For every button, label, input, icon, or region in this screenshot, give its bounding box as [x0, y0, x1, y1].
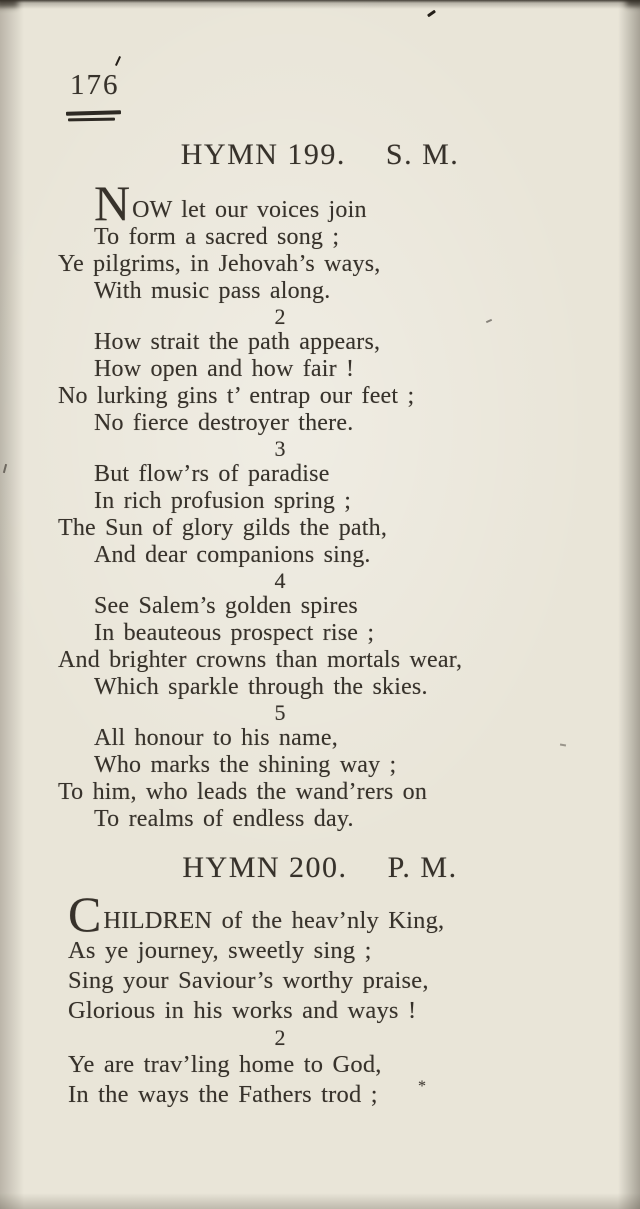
- hymn-line: In the ways the Fathers trod ;: [68, 1081, 378, 1108]
- ornamental-rule-thin: [68, 118, 115, 121]
- hymn-line: Ye are trav’ling home to God,: [68, 1051, 382, 1078]
- footnote-asterisk: *: [418, 1078, 426, 1095]
- hymn-line: But flow’rs of paradise: [94, 461, 330, 487]
- hymn-line: Sing your Saviour’s worthy praise,: [68, 967, 429, 994]
- scan-corner-shadow: [0, 0, 18, 7]
- initial-caps: HILDREN: [103, 907, 213, 934]
- hymn-line: Which sparkle through the skies.: [94, 674, 428, 700]
- hymn-200-stanza-1: [58, 886, 582, 1026]
- hymn-line: [58, 886, 582, 942]
- hymn-line: Glorious in his works and ways !: [68, 997, 417, 1024]
- hymn-line: To him, who leads the wand’rers on: [58, 779, 428, 805]
- hymn-199-stanza-1: [58, 175, 582, 305]
- line-text: let our voices join: [172, 197, 367, 223]
- hymn-line: See Salem’s golden spires: [94, 593, 358, 619]
- stanza-number: 4: [274, 568, 286, 593]
- scan-speck: [115, 56, 121, 66]
- hymn-line: All honour to his name,: [94, 725, 338, 751]
- hymn-line: Who marks the shining way ;: [94, 752, 397, 778]
- stanza-number: 2: [274, 304, 286, 329]
- hymn-line: To realms of endless day.: [94, 806, 354, 832]
- page-content: [58, 132, 582, 1110]
- hymn-line: To form a sacred song ;: [94, 224, 340, 250]
- drop-initial: C: [68, 886, 102, 942]
- stanza-number: 2: [274, 1025, 286, 1050]
- hymn-line: As ye journey, sweetly sing ;: [68, 937, 372, 964]
- scan-speck: [3, 464, 7, 473]
- line-text: of the heav’nly King,: [212, 907, 445, 934]
- hymn-line: Ye pilgrims, in Jehovah’s ways,: [58, 251, 381, 277]
- hymn-199-heading: [58, 138, 582, 172]
- hymn-200-stanza-2: [58, 1050, 582, 1110]
- hymn-line: And brighter crowns than mortals wear,: [58, 647, 463, 673]
- drop-initial: N: [94, 175, 131, 231]
- hymn-line: [58, 175, 582, 231]
- hymn-line: With music pass along.: [94, 278, 331, 304]
- hymn-199-meter: S. M.: [385, 138, 460, 171]
- initial-caps: OW: [132, 197, 173, 223]
- hymn-line: How open and how fair !: [94, 356, 355, 382]
- hymn-line: In beauteous prospect rise ;: [94, 620, 375, 646]
- hymn-line: No lurking gins t’ entrap our feet ;: [58, 383, 415, 409]
- scan-speck: [427, 10, 436, 18]
- hymn-199-stanza-2: [58, 329, 582, 437]
- page-number: 176: [70, 69, 120, 101]
- hymn-199-stanza-4: [58, 593, 582, 701]
- ornamental-rule-thick: [66, 110, 121, 115]
- stanza-number: 5: [274, 700, 286, 725]
- hymn-line: The Sun of glory gilds the path,: [58, 515, 388, 541]
- hymn-line: And dear companions sing.: [94, 542, 371, 568]
- stanza-number: 3: [274, 436, 286, 461]
- hymn-200-body: [58, 886, 582, 1110]
- hymn-199-stanza-5: [58, 725, 582, 833]
- hymn-line: How strait the path appears,: [94, 329, 381, 355]
- scan-corner-shadow: [626, 0, 640, 6]
- hymn-200-title: HYMN 200.: [182, 851, 348, 884]
- hymn-199-stanza-3: [58, 461, 582, 569]
- hymn-line: In rich profusion spring ;: [94, 488, 352, 514]
- hymn-200-meter: P. M.: [387, 851, 458, 884]
- hymn-line: No fierce destroyer there.: [94, 410, 354, 436]
- hymn-200-heading: [58, 851, 582, 885]
- hymn-199-title: HYMN 199.: [180, 138, 346, 171]
